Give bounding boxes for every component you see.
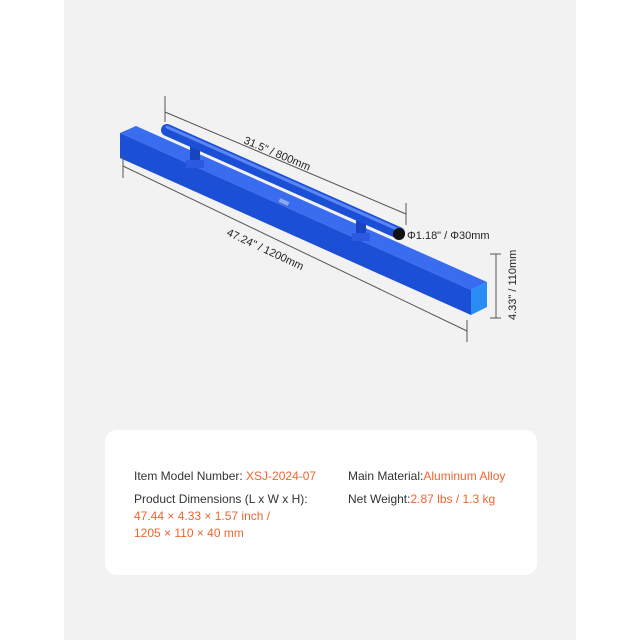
handle-length-label: 31.5" / 800mm	[241, 134, 313, 174]
dimensions-value-mm: 1205 × 110 × 40 mm	[134, 526, 244, 540]
handle-diameter-label: Φ1.18" / Φ30mm	[407, 230, 490, 242]
material-label: Main Material:	[348, 469, 424, 483]
weight-value: 2.87 lbs / 1.3 kg	[410, 492, 496, 506]
model-number-row	[134, 468, 316, 485]
total-length-label: 47.24" / 1200mm	[224, 226, 306, 273]
handle-end-cap	[393, 228, 405, 240]
spec-card	[105, 430, 537, 575]
height-label: 4.33" / 110mm	[507, 249, 519, 320]
weight-label: Net Weight:	[348, 492, 411, 506]
material-value: Aluminum Alloy	[423, 469, 506, 483]
model-number-label: Item Model Number:	[134, 469, 243, 483]
weight-row	[348, 491, 495, 508]
material-row	[348, 468, 505, 485]
height-dimension	[490, 254, 501, 318]
dimensions-value-inch: 47.44 × 4.33 × 1.57 inch /	[134, 509, 271, 523]
dimensions-label: Product Dimensions (L x W x H):	[134, 492, 308, 506]
model-number-value: XSJ-2024-07	[246, 469, 317, 483]
